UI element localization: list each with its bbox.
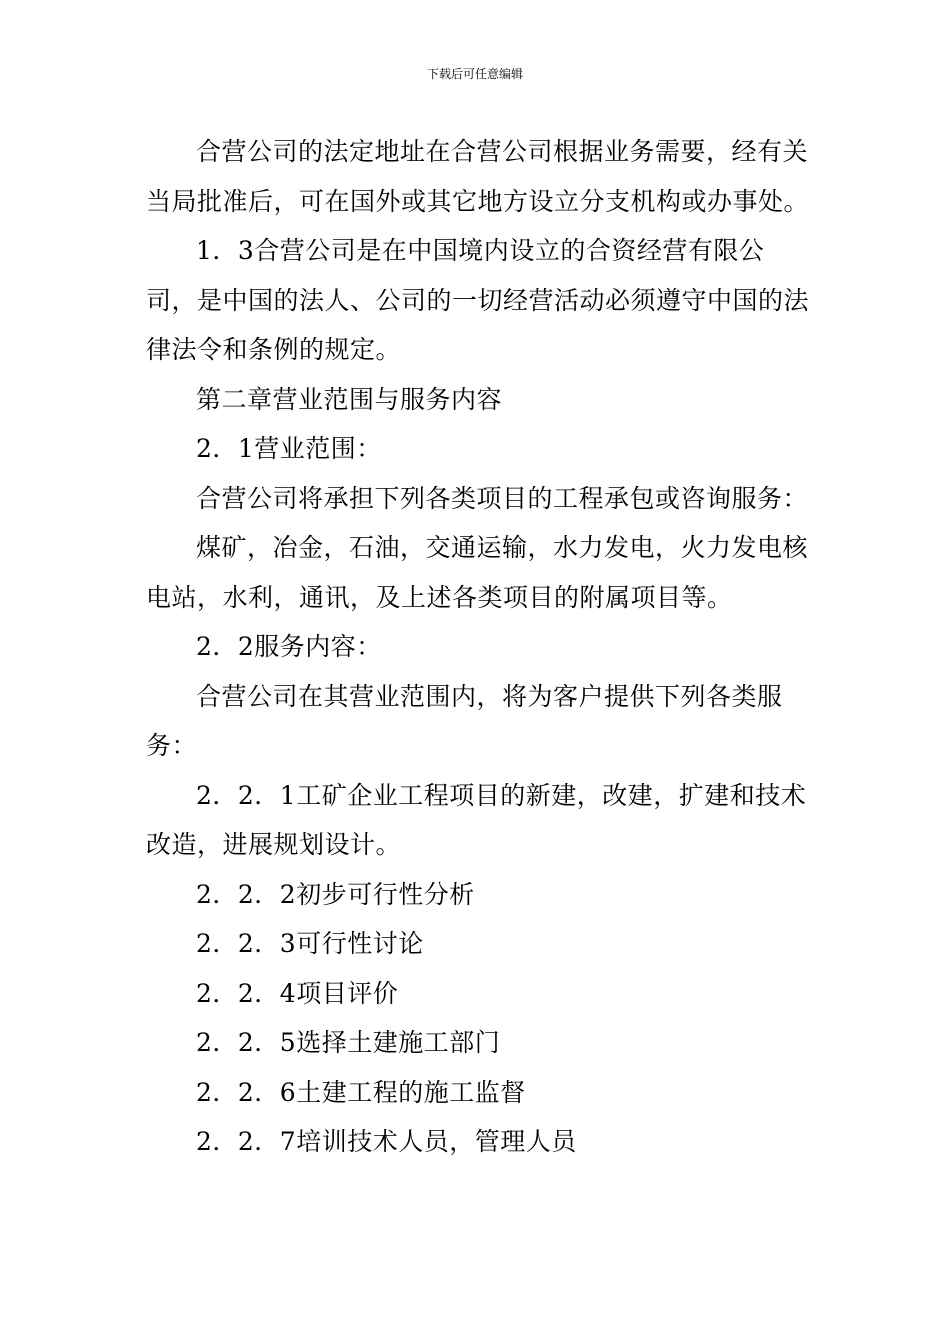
item-2-2-4: 2．2．4项目评价 (196, 978, 399, 1008)
paragraph-legal-address: 合营公司的法定地址在合营公司根据业务需要，经有关当局批准后，可在国外或其它地方设立分支机构或办事处。 (146, 137, 810, 216)
item-2-2-3: 2．2．3可行性讨论 (196, 929, 424, 958)
paragraph-scope-list: 煤矿，冶金，石油，交通运输，水力发电，火力发电核电站，水利，通讯，及上述各类项目的附属项目等。 (146, 533, 809, 612)
item-2-2-5: 2．2．5选择土建施工部门 (196, 1028, 501, 1057)
header-note: 下载后可任意编辑 (426, 67, 523, 81)
section-2-1-title: 2．1营业范围： (196, 434, 382, 463)
item-2-2-1: 2．2．1工矿企业工程项目的新建，改建，扩建和技术改造，进展规划设计。 (146, 780, 807, 859)
item-2-2-2: 2．2．2初步可行性分析 (196, 879, 475, 909)
document-body (146, 127, 810, 1167)
section-2-2-title: 2．2服务内容： (196, 632, 382, 661)
paragraph-services-intro: 合营公司在其营业范围内，将为客户提供下列各类服务： (146, 681, 783, 760)
chapter-heading-2: 第二章营业范围与服务内容 (196, 384, 503, 414)
paragraph-scope-intro: 合营公司将承担下列各类项目的工程承包或咨询服务： (196, 483, 809, 513)
paragraph-1-3: 1．3合营公司是在中国境内设立的合资经营有限公司，是中国的法人、公司的一切经营活动必须遵守中国的法律法令和条例的规定。 (146, 236, 810, 364)
item-2-2-6: 2．2．6土建工程的施工监督 (196, 1077, 526, 1107)
item-2-2-7: 2．2．7培训技术人员，管理人员 (196, 1127, 577, 1156)
